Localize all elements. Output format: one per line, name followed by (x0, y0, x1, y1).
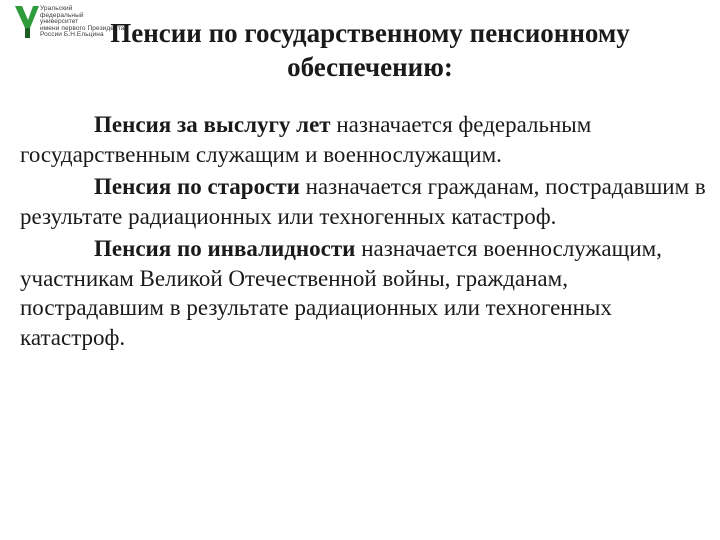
desc-disability-pension: назначается военнослужащим, участникам Великой Отечественной войны, гражданам, пострадавшим в результате радиационных или техногенных катастроф. (20, 236, 662, 350)
term-disability-pension: Пенсия по инвалидности (94, 236, 356, 261)
paragraph-service-pension (20, 110, 710, 169)
logo-line: университет (40, 18, 79, 26)
title-line-1: Пенсии по государственному пенсионному (110, 18, 630, 48)
slide-title (40, 16, 700, 84)
slide-body (20, 110, 710, 355)
logo-line: имени первого Президента (40, 24, 125, 32)
desc-old-age-pension: назначается гражданам, пострадавшим в результате радиационных или техногенных катастроф. (20, 174, 706, 229)
desc-service-pension: назначается федеральным государственным служащим и военнослужащим. (20, 112, 592, 167)
paragraph-old-age-pension (20, 172, 710, 231)
title-line-2: обеспечению: (287, 52, 453, 82)
term-old-age-pension: Пенсия по старости (94, 174, 300, 199)
logo-line: России Б.Н.Ельцина (40, 31, 104, 39)
university-logo-icon (14, 4, 40, 40)
paragraph-disability-pension (20, 234, 710, 352)
logo-line: Уральский (40, 5, 73, 12)
term-service-pension: Пенсия за выслугу лет (94, 112, 331, 137)
logo-line: федеральный (40, 11, 84, 19)
